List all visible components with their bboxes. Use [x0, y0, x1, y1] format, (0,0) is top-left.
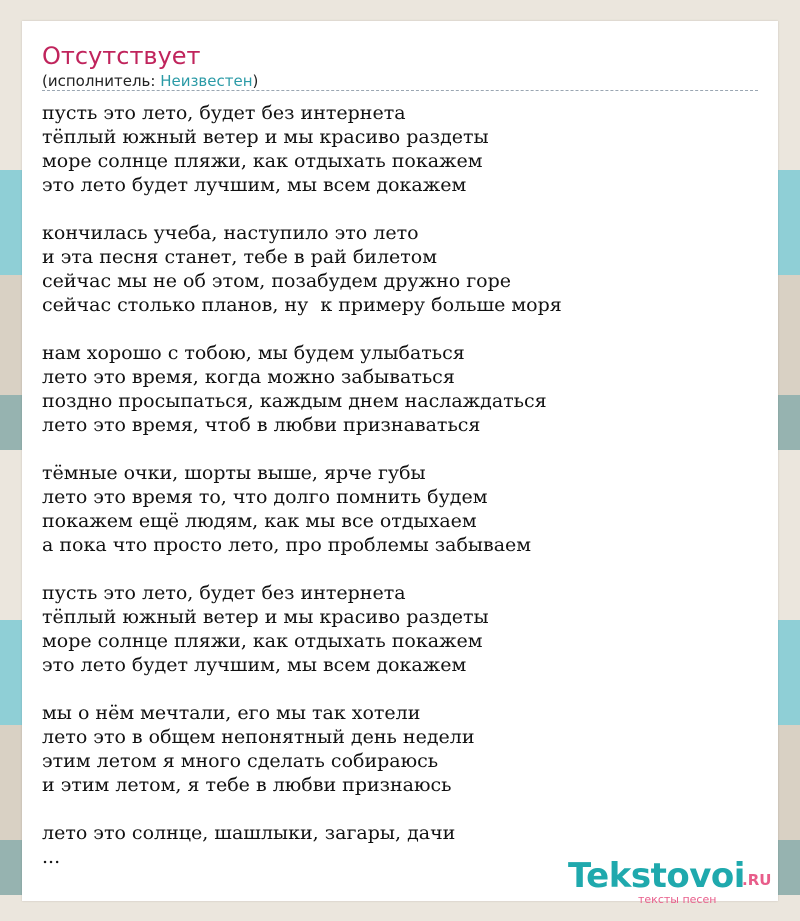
- artist-suffix: ): [252, 72, 259, 90]
- lyric-line: это лето будет лучшим, мы всем докажем: [42, 654, 467, 676]
- lyric-line: кончилась учеба, наступило это лето: [42, 222, 419, 244]
- lyric-line: лето это время то, что долго помнить будем: [42, 486, 488, 508]
- title-divider: [42, 90, 758, 91]
- lyric-line: лето это время, когда можно забываться: [42, 366, 455, 388]
- lyric-line: тёплый южный ветер и мы красиво раздеты: [42, 126, 489, 148]
- lyric-line: а пока что просто лето, про проблемы забываем: [42, 534, 532, 556]
- lyric-line: поздно просыпаться, каждым днем наслаждаться: [42, 390, 547, 412]
- logo-tagline: тексты песен: [638, 893, 717, 906]
- lyric-line: мы о нём мечтали, его мы так хотели: [42, 702, 421, 724]
- lyric-line: пусть это лето, будет без интернета: [42, 102, 406, 124]
- lyric-line: и эта песня станет, тебе в рай билетом: [42, 246, 437, 268]
- lyric-line: лето это солнце, шашлыки, загары, дачи: [42, 822, 456, 844]
- lyric-line: это лето будет лучшим, мы всем докажем: [42, 174, 467, 196]
- logo-wordmark: Tekstovoi: [568, 856, 745, 896]
- song-title: Отсутствует: [42, 42, 201, 70]
- logo-tld: .RU: [742, 871, 772, 889]
- lyric-line: покажем ещё людям, как мы все отдыхаем: [42, 510, 477, 532]
- verse: [42, 221, 758, 317]
- lyric-line: пусть это лето, будет без интернета: [42, 582, 406, 604]
- lyric-line: сейчас столько планов, ну к примеру больше моря: [42, 294, 562, 316]
- lyric-line: этим летом я много сделать собираюсь: [42, 750, 439, 772]
- site-logo[interactable]: [568, 856, 778, 906]
- verse: [42, 581, 758, 677]
- lyrics-ellipsis: ...: [42, 846, 61, 868]
- lyric-line: лето это время, чтоб в любви признаваться: [42, 414, 481, 436]
- verse: [42, 461, 758, 557]
- lyrics-card: [22, 21, 778, 901]
- lyric-line: лето это в общем непонятный день недели: [42, 726, 475, 748]
- artist-link[interactable]: Неизвестен: [160, 72, 253, 90]
- verse: [42, 701, 758, 797]
- lyric-line: и этим летом, я тебе в любви признаюсь: [42, 774, 452, 796]
- lyric-line: нам хорошо с тобою, мы будем улыбаться: [42, 342, 465, 364]
- lyric-line: сейчас мы не об этом, позабудем дружно горе: [42, 270, 512, 292]
- lyric-line: море солнце пляжи, как отдыхать покажем: [42, 150, 483, 172]
- lyric-line: тёплый южный ветер и мы красиво раздеты: [42, 606, 489, 628]
- artist-line: [42, 71, 258, 91]
- lyrics-body: [42, 101, 758, 869]
- lyric-line: тёмные очки, шорты выше, ярче губы: [42, 462, 426, 484]
- verse: [42, 341, 758, 437]
- lyric-line: море солнце пляжи, как отдыхать покажем: [42, 630, 483, 652]
- artist-prefix: (исполнитель:: [42, 72, 161, 90]
- verse: [42, 101, 758, 197]
